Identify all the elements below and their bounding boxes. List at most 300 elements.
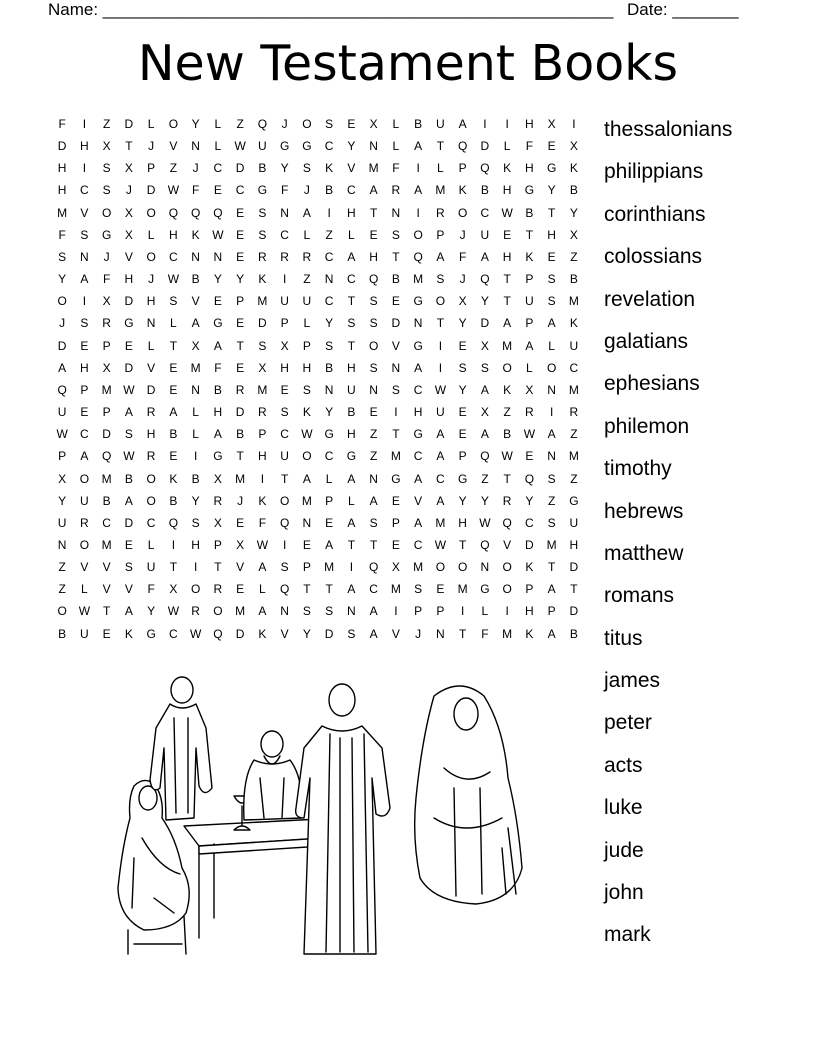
grid-letter: P bbox=[325, 493, 334, 508]
grid-letter: X bbox=[525, 382, 534, 397]
grid-letter: S bbox=[124, 427, 133, 442]
grid-letter: F bbox=[58, 227, 66, 242]
grid-letter: L bbox=[481, 604, 489, 619]
grid-letter: S bbox=[169, 294, 178, 309]
grid-letter: S bbox=[258, 338, 267, 353]
word-list-item: thessalonians bbox=[604, 118, 733, 141]
word-list-item: luke bbox=[604, 796, 643, 820]
grid-letter: R bbox=[436, 205, 445, 220]
grid-letter: M bbox=[257, 294, 268, 309]
grid-letter: E bbox=[236, 205, 245, 220]
grid-letter: T bbox=[503, 272, 511, 287]
grid-letter: I bbox=[260, 471, 265, 486]
grid-letter: A bbox=[547, 316, 556, 331]
grid-letter: N bbox=[191, 382, 200, 397]
grid-letter: H bbox=[191, 537, 200, 552]
grid-letter: N bbox=[324, 382, 334, 397]
grid-letter: G bbox=[124, 316, 134, 331]
grid-letter: X bbox=[124, 227, 133, 242]
grid-letter: O bbox=[213, 604, 223, 619]
grid-letter: N bbox=[347, 604, 356, 619]
grid-letter: E bbox=[236, 582, 245, 597]
grid-letter: E bbox=[80, 405, 89, 420]
grid-letter: U bbox=[569, 515, 579, 530]
figure-elder-seated bbox=[244, 731, 303, 820]
grid-letter: X bbox=[58, 471, 67, 486]
grid-letter: M bbox=[101, 471, 112, 486]
grid-letter: B bbox=[480, 183, 489, 198]
grid-letter: I bbox=[282, 272, 287, 287]
grid-letter: S bbox=[191, 515, 200, 530]
grid-letter: V bbox=[169, 139, 178, 154]
grid-letter: T bbox=[547, 560, 556, 575]
word-list-item: acts bbox=[604, 753, 643, 777]
grid-letter: Q bbox=[279, 515, 290, 530]
grid-letter: H bbox=[146, 427, 156, 442]
grid-letter: O bbox=[302, 449, 312, 464]
grid-letter: Y bbox=[236, 272, 245, 287]
grid-letter: S bbox=[302, 161, 311, 176]
grid-letter: Z bbox=[369, 449, 378, 464]
date-field-label: Date: _______ bbox=[627, 0, 739, 19]
grid-letter: T bbox=[369, 205, 378, 220]
grid-letter: W bbox=[167, 183, 180, 198]
grid-letter: W bbox=[234, 139, 246, 154]
grid-letter: Q bbox=[168, 515, 179, 530]
grid-letter: A bbox=[347, 471, 356, 486]
grid-letter: R bbox=[235, 382, 245, 397]
grid-letter: F bbox=[458, 249, 467, 264]
grid-letter: E bbox=[102, 626, 111, 641]
grid-letter: T bbox=[169, 338, 178, 353]
grid-letter: R bbox=[191, 604, 200, 619]
grid-letter: Y bbox=[347, 139, 356, 154]
grid-letter: X bbox=[236, 537, 245, 552]
grid-letter: P bbox=[302, 560, 311, 575]
grid-letter: T bbox=[125, 139, 133, 154]
grid-letter: H bbox=[525, 117, 534, 131]
grid-letter: B bbox=[169, 427, 178, 442]
grid-letter: A bbox=[414, 515, 423, 530]
grid-letter: S bbox=[58, 249, 67, 264]
grid-letter: T bbox=[392, 427, 400, 442]
grid-letter: F bbox=[147, 582, 155, 597]
grid-letter: M bbox=[435, 183, 446, 198]
grid-letter: S bbox=[302, 382, 311, 397]
grid-letter: Q bbox=[413, 249, 423, 264]
grid-letter: F bbox=[525, 139, 534, 154]
grid-letter: D bbox=[569, 604, 579, 619]
grid-letter: G bbox=[302, 139, 312, 154]
grid-letter: W bbox=[501, 205, 513, 220]
grid-letter: E bbox=[169, 449, 178, 464]
grid-letter: M bbox=[301, 493, 312, 508]
grid-letter: R bbox=[569, 405, 579, 420]
grid-letter: S bbox=[391, 227, 400, 242]
grid-letter: V bbox=[236, 560, 245, 575]
grid-letter: A bbox=[124, 405, 133, 420]
grid-letter: S bbox=[369, 294, 378, 309]
grid-letter: P bbox=[436, 604, 445, 619]
grid-letter: I bbox=[505, 117, 509, 131]
grid-letter: L bbox=[192, 405, 199, 420]
grid-letter: C bbox=[347, 272, 356, 287]
grid-letter: L bbox=[392, 117, 400, 131]
grid-letter: S bbox=[369, 360, 378, 375]
grid-letter: T bbox=[347, 537, 356, 552]
grid-letter: Q bbox=[480, 161, 490, 176]
grid-letter: D bbox=[235, 626, 245, 641]
grid-letter: P bbox=[302, 338, 311, 353]
grid-letter: Q bbox=[168, 205, 179, 220]
grid-letter: C bbox=[169, 249, 178, 264]
grid-letter: J bbox=[459, 272, 466, 287]
grid-letter: L bbox=[259, 582, 266, 597]
grid-letter: T bbox=[458, 537, 467, 552]
grid-letter: A bbox=[436, 427, 445, 442]
grid-letter: W bbox=[301, 427, 313, 442]
grid-letter: D bbox=[102, 427, 111, 442]
grid-letter: O bbox=[502, 582, 512, 597]
grid-letter: F bbox=[280, 183, 289, 198]
grid-letter: S bbox=[547, 272, 556, 287]
grid-letter: X bbox=[569, 227, 578, 242]
grid-letter: P bbox=[458, 161, 467, 176]
grid-letter: K bbox=[191, 227, 200, 242]
word-search-grid bbox=[51, 113, 585, 645]
grid-letter: C bbox=[146, 515, 156, 530]
grid-letter: N bbox=[302, 515, 312, 530]
grid-letter: Q bbox=[480, 449, 490, 464]
grid-letter: A bbox=[124, 604, 133, 619]
grid-letter: H bbox=[213, 405, 223, 420]
grid-letter: E bbox=[391, 294, 400, 309]
grid-letter: H bbox=[369, 249, 378, 264]
grid-letter: Q bbox=[368, 272, 379, 287]
grid-letter: O bbox=[368, 338, 379, 353]
grid-letter: T bbox=[503, 294, 511, 309]
grid-letter: V bbox=[124, 249, 133, 264]
grid-letter: R bbox=[502, 493, 512, 508]
grid-letter: A bbox=[258, 560, 267, 575]
grid-letter: O bbox=[57, 604, 67, 619]
grid-letter: I bbox=[394, 405, 398, 420]
grid-letter: M bbox=[568, 382, 579, 397]
grid-letter: K bbox=[258, 626, 267, 641]
grid-letter: U bbox=[480, 227, 490, 242]
grid-letter: G bbox=[213, 316, 223, 331]
grid-letter: V bbox=[80, 205, 89, 220]
grid-letter: A bbox=[80, 449, 89, 464]
grid-letter: D bbox=[146, 183, 156, 198]
grid-letter: M bbox=[435, 515, 446, 530]
grid-letter: A bbox=[436, 249, 445, 264]
word-list-item: jude bbox=[604, 838, 644, 862]
grid-letter: M bbox=[546, 537, 557, 552]
grid-letter: Y bbox=[302, 626, 311, 641]
grid-letter: L bbox=[147, 338, 155, 353]
grid-letter: L bbox=[303, 316, 311, 331]
grid-letter: X bbox=[213, 471, 222, 486]
grid-letter: O bbox=[279, 493, 290, 508]
grid-letter: R bbox=[302, 249, 312, 264]
grid-letter: A bbox=[414, 471, 423, 486]
grid-letter: O bbox=[435, 294, 446, 309]
grid-letter: L bbox=[526, 360, 533, 375]
grid-letter: V bbox=[391, 338, 400, 353]
grid-letter: J bbox=[125, 183, 132, 198]
grid-letter: G bbox=[391, 471, 401, 486]
grid-letter: Q bbox=[101, 449, 112, 464]
grid-letter: L bbox=[170, 316, 177, 331]
word-list-item: philemon bbox=[604, 414, 690, 438]
grid-letter: B bbox=[569, 272, 578, 287]
grid-letter: T bbox=[102, 604, 111, 619]
grid-letter: P bbox=[58, 449, 67, 464]
grid-letter: Y bbox=[280, 161, 289, 176]
grid-letter: O bbox=[546, 360, 557, 375]
word-list-item: corinthians bbox=[604, 202, 706, 226]
grid-letter: E bbox=[436, 582, 445, 597]
grid-letter: A bbox=[458, 117, 467, 131]
grid-letter: E bbox=[213, 294, 222, 309]
grid-letter: I bbox=[349, 560, 354, 575]
grid-letter: Z bbox=[58, 582, 66, 597]
grid-letter: O bbox=[79, 471, 90, 486]
grid-letter: D bbox=[235, 405, 245, 420]
grid-letter: E bbox=[325, 515, 334, 530]
grid-letter: O bbox=[146, 471, 156, 486]
grid-letter: U bbox=[436, 405, 445, 420]
grid-letter: M bbox=[413, 560, 424, 575]
grid-letter: N bbox=[391, 360, 401, 375]
grid-letter: A bbox=[547, 427, 556, 442]
grid-letter: R bbox=[258, 249, 267, 264]
grid-letter: H bbox=[458, 515, 467, 530]
grid-letter: G bbox=[146, 626, 156, 641]
grid-letter: F bbox=[191, 183, 200, 198]
grid-letter: N bbox=[369, 139, 378, 154]
grid-letter: I bbox=[82, 294, 87, 309]
grid-letter: O bbox=[302, 117, 312, 131]
grid-letter: Y bbox=[58, 272, 67, 287]
grid-letter: H bbox=[569, 537, 579, 552]
grid-letter: A bbox=[347, 582, 356, 597]
grid-letter: K bbox=[258, 272, 267, 287]
grid-letter: S bbox=[280, 405, 289, 420]
grid-letter: V bbox=[80, 560, 89, 575]
page-title: New Testament Books bbox=[137, 35, 679, 92]
grid-letter: V bbox=[124, 582, 133, 597]
grid-letter: E bbox=[458, 405, 467, 420]
grid-letter: A bbox=[325, 537, 334, 552]
grid-letter: L bbox=[147, 537, 155, 552]
grid-letter: A bbox=[213, 338, 222, 353]
grid-letter: A bbox=[58, 360, 67, 375]
grid-letter: E bbox=[236, 316, 245, 331]
grid-letter: V bbox=[347, 161, 356, 176]
grid-letter: M bbox=[57, 205, 68, 220]
grid-letter: V bbox=[414, 493, 423, 508]
grid-letter: S bbox=[325, 117, 334, 131]
grid-letter: A bbox=[369, 493, 378, 508]
grid-letter: L bbox=[303, 227, 311, 242]
grid-letter: O bbox=[146, 249, 156, 264]
grid-letter: A bbox=[547, 582, 556, 597]
grid-letter: X bbox=[280, 338, 289, 353]
grid-letter: K bbox=[569, 161, 578, 176]
word-list-item: ephesians bbox=[604, 372, 700, 396]
grid-letter: C bbox=[413, 449, 423, 464]
grid-letter: E bbox=[391, 537, 400, 552]
grid-letter: E bbox=[458, 427, 467, 442]
grid-letter: B bbox=[347, 405, 356, 420]
grid-letter: U bbox=[80, 493, 89, 508]
grid-letter: B bbox=[169, 493, 178, 508]
grid-letter: C bbox=[213, 161, 223, 176]
grid-letter: H bbox=[124, 272, 134, 287]
grid-letter: W bbox=[189, 626, 202, 641]
grid-letter: I bbox=[416, 161, 420, 176]
grid-letter: B bbox=[58, 626, 67, 641]
grid-letter: M bbox=[390, 449, 401, 464]
grid-letter: H bbox=[258, 449, 267, 464]
grid-letter: J bbox=[303, 183, 310, 198]
grid-letter: M bbox=[413, 272, 424, 287]
grid-letter: U bbox=[258, 139, 267, 154]
grid-letter: C bbox=[102, 515, 111, 530]
grid-letter: H bbox=[57, 161, 67, 176]
grid-letter: P bbox=[436, 227, 445, 242]
grid-letter: M bbox=[390, 582, 401, 597]
grid-letter: C bbox=[324, 139, 334, 154]
grid-letter: A bbox=[414, 360, 423, 375]
grid-letter: I bbox=[82, 117, 87, 131]
grid-letter: N bbox=[280, 604, 289, 619]
grid-letter: C bbox=[480, 205, 490, 220]
grid-letter: A bbox=[80, 272, 89, 287]
grid-letter: X bbox=[547, 117, 556, 131]
grid-letter: H bbox=[347, 427, 356, 442]
grid-letter: J bbox=[103, 249, 110, 264]
grid-letter: E bbox=[124, 338, 133, 353]
grid-letter: P bbox=[147, 161, 156, 176]
grid-letter: N bbox=[436, 626, 445, 641]
grid-letter: J bbox=[148, 139, 155, 154]
grid-letter: S bbox=[302, 604, 311, 619]
grid-letter: O bbox=[457, 205, 468, 220]
grid-letter: I bbox=[438, 360, 443, 375]
grid-letter: X bbox=[480, 338, 489, 353]
bible-scene-illustration bbox=[104, 668, 528, 960]
grid-letter: C bbox=[169, 626, 178, 641]
grid-letter: F bbox=[102, 272, 111, 287]
grid-letter: D bbox=[235, 161, 245, 176]
grid-letter: Z bbox=[236, 117, 244, 131]
grid-letter: E bbox=[347, 117, 356, 131]
grid-letter: L bbox=[348, 227, 355, 242]
grid-letter: T bbox=[503, 471, 511, 486]
grid-letter: G bbox=[413, 338, 423, 353]
grid-letter: J bbox=[59, 316, 66, 331]
grid-letter: L bbox=[548, 338, 555, 353]
grid-letter: J bbox=[415, 626, 422, 641]
grid-letter: N bbox=[413, 316, 423, 331]
grid-letter: Z bbox=[570, 427, 578, 442]
grid-letter: I bbox=[416, 205, 420, 220]
grid-letter: H bbox=[280, 360, 289, 375]
grid-letter: O bbox=[101, 205, 112, 220]
grid-letter: E bbox=[236, 515, 245, 530]
grid-letter: B bbox=[391, 272, 400, 287]
grid-letter: K bbox=[525, 560, 534, 575]
grid-letter: P bbox=[414, 604, 423, 619]
word-list-item: timothy bbox=[604, 457, 672, 481]
grid-letter: N bbox=[324, 272, 334, 287]
grid-letter: Z bbox=[303, 272, 311, 287]
grid-letter: W bbox=[123, 382, 135, 397]
grid-letter: B bbox=[191, 471, 200, 486]
grid-letter: K bbox=[525, 249, 534, 264]
grid-letter: Z bbox=[547, 493, 556, 508]
grid-letter: M bbox=[568, 449, 579, 464]
grid-letter: A bbox=[169, 405, 178, 420]
grid-letter: I bbox=[505, 604, 509, 619]
grid-letter: S bbox=[369, 316, 378, 331]
grid-letter: D bbox=[480, 316, 490, 331]
grid-letter: L bbox=[192, 427, 199, 442]
grid-letter: R bbox=[525, 405, 534, 420]
grid-letter: V bbox=[191, 294, 200, 309]
grid-letter: T bbox=[458, 626, 467, 641]
grid-letter: N bbox=[213, 249, 223, 264]
grid-letter: C bbox=[280, 427, 289, 442]
grid-letter: E bbox=[369, 227, 378, 242]
grid-letter: A bbox=[347, 249, 356, 264]
grid-letter: W bbox=[434, 382, 447, 397]
grid-letter: Y bbox=[458, 382, 467, 397]
grid-letter: W bbox=[479, 515, 491, 530]
grid-letter: D bbox=[124, 360, 134, 375]
grid-letter: C bbox=[413, 537, 423, 552]
grid-letter: N bbox=[191, 249, 200, 264]
grid-letter: I bbox=[549, 405, 554, 420]
grid-letter: E bbox=[369, 405, 378, 420]
grid-letter: B bbox=[414, 117, 423, 131]
grid-letter: T bbox=[392, 249, 400, 264]
grid-letter: X bbox=[458, 294, 467, 309]
grid-letter: S bbox=[547, 515, 556, 530]
word-list-item: revelation bbox=[604, 287, 696, 311]
grid-letter: S bbox=[80, 316, 89, 331]
grid-letter: T bbox=[436, 139, 445, 154]
grid-letter: J bbox=[281, 117, 288, 131]
grid-letter: U bbox=[57, 515, 67, 530]
grid-letter: M bbox=[457, 582, 468, 597]
grid-letter: Q bbox=[57, 382, 67, 397]
grid-letter: D bbox=[124, 515, 134, 530]
grid-letter: T bbox=[436, 316, 445, 331]
grid-letter: K bbox=[325, 161, 334, 176]
grid-letter: Y bbox=[480, 493, 489, 508]
grid-letter: N bbox=[146, 316, 156, 331]
grid-letter: L bbox=[214, 139, 222, 154]
grid-letter: N bbox=[547, 449, 556, 464]
word-list-item: james bbox=[604, 669, 661, 693]
grid-letter: C bbox=[80, 427, 89, 442]
grid-letter: W bbox=[167, 272, 180, 287]
grid-letter: E bbox=[236, 249, 245, 264]
